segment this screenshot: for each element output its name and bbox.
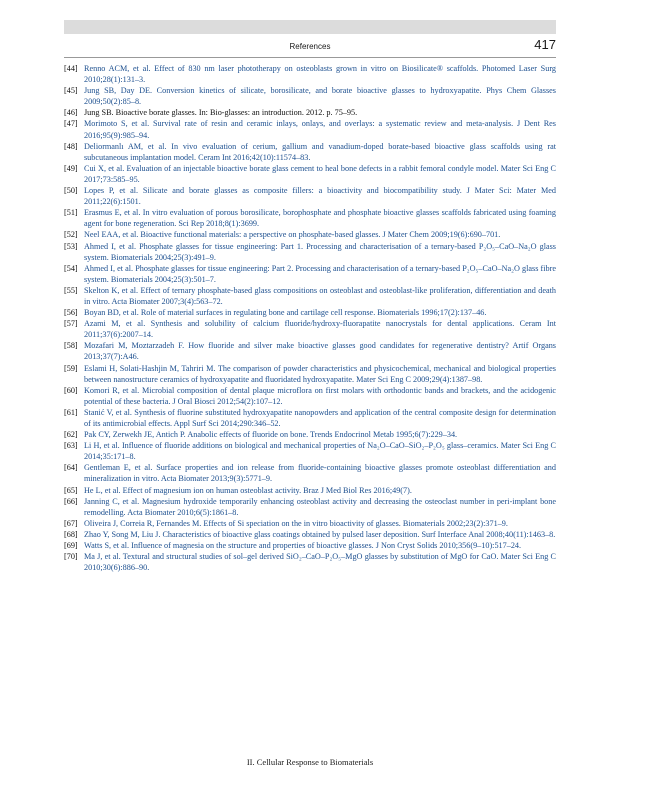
- reference-item: [64, 440, 556, 462]
- reference-item: [64, 496, 556, 518]
- reference-item: [64, 529, 556, 540]
- header-rule: [64, 57, 556, 58]
- reference-number: [50]: [64, 186, 78, 196]
- reference-number: [47]: [64, 119, 78, 129]
- reference-item: [64, 285, 556, 307]
- reference-item: [64, 429, 556, 440]
- page-number: 417: [534, 37, 556, 52]
- reference-link[interactable]: He L, et al. Effect of magnesium ion on human osteoblast activity. Braz J Med Biol Res 2016;49(7).: [84, 485, 412, 495]
- reference-item: [64, 551, 556, 573]
- reference-item: [64, 63, 556, 85]
- reference-item: [64, 107, 556, 118]
- running-title: References: [289, 42, 331, 51]
- reference-item: [64, 163, 556, 185]
- reference-list: [64, 63, 556, 573]
- page-header: [64, 36, 556, 54]
- reference-number: [44]: [64, 64, 78, 73]
- reference-number: [56]: [64, 308, 78, 318]
- reference-link[interactable]: Eslami H, Solati-Hashjin M, Tahriri M. The comparison of powder characteristics and physicochemical, mechanical and biological properties between nanostructure ceramics of hydroxyapatite and fluoridated hydroxyapatite. Mater Sci Eng C 2009;29(4):1387–98.: [84, 363, 556, 384]
- reference-item: [64, 207, 556, 229]
- reference-link[interactable]: Deliormanlı AM, et al. In vivo evaluation of cerium, gallium and vanadium-doped borate-based bioactive glass scaffolds using rat subcutaneous implantation model. Ceram Int 2016;42(10):11574–83.: [84, 141, 556, 162]
- reference-link[interactable]: Ahmed I, et al. Phosphate glasses for tissue engineering: Part 1. Processing and characterisation of a ternary-based P₂O₅–CaO–Na₂O glass system. Biomaterials 2004;25(3):491–9.: [84, 241, 556, 262]
- reference-number: [54]: [64, 263, 78, 273]
- reference-link[interactable]: Pak CY, Zerwekh JE, Antich P. Anabolic effects of fluoride on bone. Trends Endocrinol Metab 1995;6(7):229–34.: [84, 430, 458, 440]
- reference-number: [45]: [64, 86, 78, 96]
- reference-link[interactable]: Lopes P, et al. Silicate and borate glasses as composite fillers: a bioactivity and biocompatibility study. J Mater Sci: Mater Med 2011;22(6):1501.: [84, 186, 556, 207]
- reference-number: [63]: [64, 441, 78, 451]
- reference-number: [59]: [64, 363, 78, 373]
- reference-number: [51]: [64, 208, 78, 218]
- reference-number: [52]: [64, 230, 78, 240]
- reference-item: [64, 518, 556, 529]
- reference-item: [64, 385, 556, 407]
- reference-link[interactable]: Stanić V, et al. Synthesis of fluorine substituted hydroxyapatite nanopowders and application of the central composite design for determination of its antimicrobial effects. Appl Surf Sci 2014;290:346–52.: [84, 407, 556, 428]
- reference-number: [67]: [64, 518, 78, 528]
- reference-number: [48]: [64, 141, 78, 151]
- reference-link[interactable]: Skelton K, et al. Effect of ternary phosphate-based glass compositions on osteoblast and osteoblast-like proliferation, differentiation and death in vitro. Acta Biomater 2007;3(4):563–72.: [84, 285, 556, 306]
- reference-link[interactable]: Cui X, et al. Evaluation of an injectable bioactive borate glass cement to heal bone defects in a rabbit femoral condyle model. Mater Sci Eng C 2017;73:585–95.: [84, 163, 556, 184]
- reference-number: [68]: [64, 529, 78, 539]
- reference-link[interactable]: Renno ACM, et al. Effect of 830 nm laser phototherapy on osteoblasts grown in vitro on Biosilicate® scaffolds. Photomed Laser Surg 2010;28(1):131–3.: [84, 64, 556, 85]
- reference-link[interactable]: Morimoto S, et al. Survival rate of resin and ceramic inlays, onlays, and overlays: a systematic review and meta-analysis. J Dent Res 2016;95(9):985–94.: [84, 119, 556, 140]
- reference-link[interactable]: Boyan BD, et al. Role of material surfaces in regulating bone and cartilage cell response. Biomaterials 1996;17(2):137–46.: [84, 308, 487, 318]
- reference-item: [64, 141, 556, 163]
- reference-link[interactable]: Ma J, et al. Textural and structural studies of sol–gel derived SiO₂–CaO–P₂O₅–MgO glasses by substitution of MgO for CaO. Mater Sci Eng C 2010;30(6):886–90.: [84, 552, 556, 573]
- reference-item: [64, 540, 556, 551]
- reference-number: [49]: [64, 163, 78, 173]
- reference-number: [69]: [64, 541, 78, 551]
- reference-item: [64, 485, 556, 496]
- reference-link[interactable]: Zhao Y, Song M, Liu J. Characteristics of bioactive glass coatings obtained by pulsed laser deposition. Surf Interface Anal 2008;40(11):1463–8.: [84, 529, 556, 539]
- reference-link[interactable]: Ahmed I, et al. Phosphate glasses for tissue engineering: Part 2. Processing and characterisation of a ternary-based P₂O₅–CaO–Na₂O glass fibre system. Biomaterials 2004;25(3):501–7.: [84, 263, 556, 284]
- reference-link[interactable]: Mozafari M, Moztarzadeh F. How fluoride and silver make bioactive glasses good candidates for regenerative dentistry? Artif Organs 2013;37(7):A46.: [84, 341, 556, 362]
- reference-number: [60]: [64, 385, 78, 395]
- reference-number: [53]: [64, 241, 78, 251]
- reference-link[interactable]: Azami M, et al. Synthesis and solubility of calcium fluoride/hydroxy-fluorapatite nanocrystals for dental applications. Ceram Int 2011;37(6):2007–14.: [84, 319, 556, 340]
- reference-link[interactable]: Li H, et al. Influence of fluoride additions on biological and mechanical properties of Na₂O–CaO–SiO₂–P₂O₅ glass–ceramics. Mater Sci Eng C 2014;35:171–8.: [84, 441, 556, 462]
- reference-link[interactable]: Gentleman E, et al. Surface properties and ion release from fluoride-containing bioactive glasses promote osteoblast differentiation and mineralization in vitro. Acta Biomater 2013;9(3):5771–9.: [84, 463, 556, 484]
- reference-link: Jung SB. Bioactive borate glasses. In: Bio-glasses: an introduction. 2012. p. 75–95.: [84, 108, 358, 118]
- reference-number: [62]: [64, 430, 78, 440]
- reference-item: [64, 85, 556, 107]
- reference-number: [46]: [64, 108, 78, 118]
- reference-number: [58]: [64, 341, 78, 351]
- reference-item: [64, 462, 556, 484]
- page-footer: II. Cellular Response to Biomaterials: [246, 757, 374, 767]
- reference-link[interactable]: Neel EAA, et al. Bioactive functional materials: a perspective on phosphate-based glasses. J Mater Chem 2009;19(6):690–701.: [84, 230, 501, 240]
- reference-item: [64, 263, 556, 285]
- reference-item: [64, 307, 556, 318]
- reference-item: [64, 318, 556, 340]
- reference-item: [64, 363, 556, 385]
- header-band: [64, 20, 556, 34]
- reference-link[interactable]: Watts S, et al. Influence of magnesia on the structure and properties of bioactive glasses. J Non Cryst Solids 2010;356(9–10):517–24.: [84, 541, 522, 551]
- reference-number: [57]: [64, 319, 78, 329]
- reference-link[interactable]: Janning C, et al. Magnesium hydroxide temporarily enhancing osteoblast activity and decreasing the osteoclast number in peri-implant bone remodelling. Acta Biomater 2010;6(5):1861–8.: [84, 496, 556, 517]
- reference-link[interactable]: Erasmus E, et al. In vitro evaluation of porous borosilicate, borophosphate and phosphate bioactive glasses scaffolds fabricated using foaming agent for bone regeneration. Sci Rep 2018;8(1):3699.: [84, 208, 556, 229]
- reference-number: [61]: [64, 407, 78, 417]
- reference-link[interactable]: Komori R, et al. Microbial composition of dental plaque microflora on first molars with orthodontic bands and brackets, and the acidogenic potential of these bacteria. J Oral Biosci 2012;54(2):107–12.: [84, 385, 556, 406]
- reference-item: [64, 185, 556, 207]
- reference-link[interactable]: Oliveira J, Correia R, Fernandes M. Effects of Si speciation on the in vitro bioactivity of glasses. Biomaterials 2002;23(2):371–9.: [84, 518, 508, 528]
- reference-item: [64, 407, 556, 429]
- reference-item: [64, 241, 556, 263]
- reference-number: [70]: [64, 552, 78, 562]
- reference-number: [64]: [64, 463, 78, 473]
- reference-link[interactable]: Jung SB, Day DE. Conversion kinetics of silicate, borosilicate, and borate bioactive glasses to hydroxyapatite. Phys Chem Glasses 2009;50(2):85–8.: [84, 86, 556, 107]
- reference-item: [64, 229, 556, 240]
- reference-number: [65]: [64, 485, 78, 495]
- reference-number: [55]: [64, 285, 78, 295]
- reference-number: [66]: [64, 496, 78, 506]
- reference-item: [64, 340, 556, 362]
- reference-item: [64, 118, 556, 140]
